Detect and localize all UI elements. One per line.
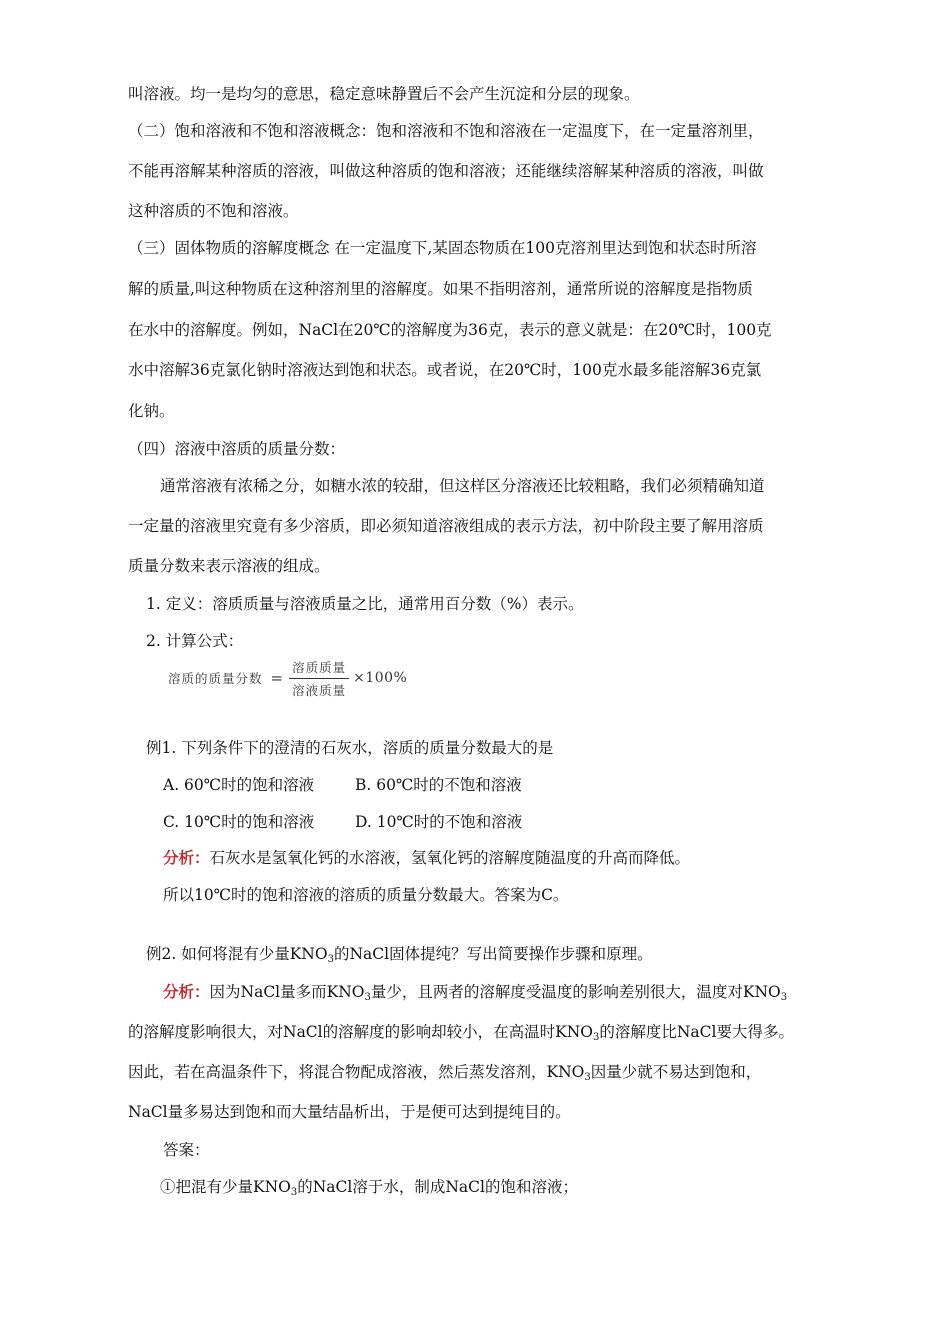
formula-equals: = — [270, 669, 284, 687]
example-1-analysis — [163, 848, 690, 868]
example-2-analysis-line — [128, 1062, 761, 1082]
subscript: 3 — [327, 954, 334, 965]
analysis-text: 因量少就不易达到饱和， — [590, 1063, 762, 1081]
text-line: 一定量的溶液里究竟有多少溶质，即必须知道溶液组成的表示方法，初中阶段主要了解用溶质 — [128, 517, 764, 535]
example-2-analysis-line — [128, 1022, 794, 1042]
formula-lhs: 溶质的质量分数 — [168, 671, 263, 686]
subscript: 3 — [780, 992, 788, 1003]
text-line: 质量分数来表示溶液的组成。 — [128, 557, 330, 575]
analysis-text: 量少，且两者的溶解度受温度的影响差别很大，温度对KNO — [370, 983, 781, 1001]
formula-multiplier: ×100% — [353, 670, 408, 686]
text-line: 这种溶质的不饱和溶液。 — [128, 202, 299, 220]
list-item: 1. 定义：溶质质量与溶液质量之比，通常用百分数（%）表示。 — [146, 595, 584, 613]
text-line: （二）饱和溶液和不饱和溶液概念：饱和溶液和不饱和溶液在一定温度下，在一定量溶剂里， — [128, 122, 764, 140]
analysis-label: 分析： — [163, 848, 210, 867]
question-text: 例2. 如何将混有少量KNO — [146, 945, 328, 963]
answer-step-1 — [160, 1177, 578, 1197]
step-text: ①把混有少量KNO — [160, 1178, 291, 1196]
analysis-text: 的溶解度影响很大，对NaCl的溶解度的影响却较小，在高温时KNO — [128, 1023, 593, 1041]
example-1-conclusion: 所以10℃时的饱和溶液的溶质的质量分数最大。答案为C。 — [163, 886, 569, 904]
question-text: 的NaCl固体提纯？写出简要操作步骤和原理。 — [333, 945, 653, 963]
formula-denominator: 溶液质量 — [292, 682, 347, 698]
subscript: 3 — [584, 1072, 591, 1083]
example-2-analysis-line — [163, 982, 787, 1002]
formula-numerator: 溶质质量 — [292, 659, 347, 675]
analysis-label: 分析： — [163, 982, 210, 1001]
step-text: 的NaCl溶于水，制成NaCl的饱和溶液； — [297, 1178, 578, 1196]
section-heading: （四）溶液中溶质的质量分数： — [128, 440, 346, 458]
answer-label: 答案： — [163, 1141, 210, 1159]
subscript: 3 — [364, 992, 371, 1003]
formula-fraction — [289, 658, 349, 699]
text-line: 通常溶液有浓稀之分，如糖水浓的较甜，但这样区分溶液还比较粗略，我们必须精确知道 — [160, 477, 765, 495]
option-b: B. 60℃时的不饱和溶液 — [355, 776, 522, 794]
example-1-question: 例1. 下列条件下的澄清的石灰水，溶质的质量分数最大的是 — [146, 739, 554, 757]
list-item: 2. 计算公式： — [146, 632, 244, 650]
text-line: 叫溶液。均一是均匀的意思，稳定意味静置后不会产生沉淀和分层的现象。 — [128, 85, 640, 103]
option-a: A. 60℃时的饱和溶液 — [163, 776, 315, 794]
analysis-text: 的溶解度比NaCl要大得多。 — [599, 1023, 794, 1041]
example-2-analysis-line: NaCl量多易达到饱和而大量结晶析出，于是便可达到提纯目的。 — [128, 1103, 571, 1121]
mass-fraction-formula — [168, 657, 407, 699]
text-line: 不能再溶解某种溶质的溶液，叫做这种溶质的饱和溶液；还能继续溶解某种溶质的溶液，叫做 — [128, 162, 764, 180]
subscript: 3 — [592, 1032, 600, 1043]
text-line: 水中溶解36克氯化钠时溶液达到饱和状态。或者说，在20℃时，100克水最多能溶解36克氯 — [128, 361, 762, 379]
subscript: 3 — [290, 1187, 298, 1198]
text-line: （三）固体物质的溶解度概念 在一定温度下,某固态物质在100克溶剂里达到饱和状态时所溶 — [128, 239, 757, 257]
analysis-text: 因此，若在高温条件下，将混合物配成溶液，然后蒸发溶剂，KNO — [128, 1063, 585, 1081]
text-line: 在水中的溶解度。例如，NaCl在20℃的溶解度为36克，表示的意义就是：在20℃时，100克 — [128, 321, 772, 339]
text-line: 化钠。 — [128, 402, 175, 420]
text-line: 解的质量,叫这种物质在这种溶剂里的溶解度。如果不指明溶剂，通常所说的溶解度是指物质 — [128, 280, 753, 298]
analysis-text: 石灰水是氢氧化钙的水溶液，氢氧化钙的溶解度随温度的升高而降低。 — [209, 849, 691, 867]
option-d: D. 10℃时的不饱和溶液 — [355, 813, 523, 831]
analysis-text: 因为NaCl量多而KNO — [209, 983, 365, 1001]
option-c: C. 10℃时的饱和溶液 — [163, 813, 315, 831]
example-2-question — [146, 944, 653, 964]
